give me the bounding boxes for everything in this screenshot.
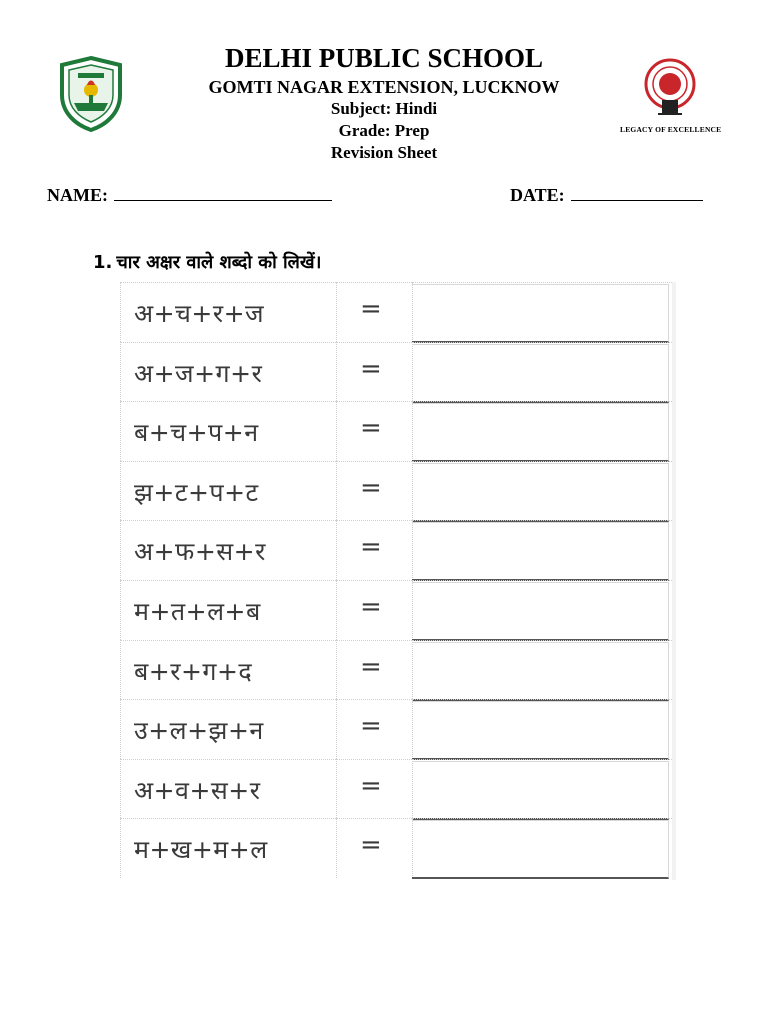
- row-divider: [120, 401, 672, 402]
- worksheet-row: [120, 282, 672, 342]
- school-name: DELHI PUBLIC SCHOOL: [224, 43, 544, 73]
- grade-line: Grade: Prep: [338, 121, 430, 140]
- letter-combination: अ+ज+ग+र: [134, 358, 263, 388]
- letter-combination: अ+च+र+ज: [134, 299, 265, 328]
- column-divider: [120, 401, 121, 461]
- answer-box[interactable]: [412, 403, 669, 462]
- column-divider: [120, 759, 121, 819]
- column-divider: [336, 282, 337, 342]
- column-divider: [336, 759, 337, 819]
- worksheet-row: [120, 520, 672, 580]
- column-divider: [120, 699, 121, 759]
- answer-box[interactable]: [412, 820, 669, 879]
- date-blank-line[interactable]: [571, 184, 703, 201]
- worksheet-row: [120, 342, 672, 402]
- sheet-title: Revision Sheet: [330, 143, 438, 162]
- row-divider: [120, 818, 672, 819]
- worksheet-row: [120, 818, 672, 878]
- answer-box[interactable]: [412, 522, 669, 581]
- row-divider: [120, 282, 672, 283]
- name-label: NAME:: [47, 185, 108, 205]
- letter-combination: झ+ट+प+ट: [134, 477, 259, 507]
- legacy-logo: [620, 56, 720, 136]
- row-divider: [120, 520, 672, 521]
- question-1: [93, 250, 321, 274]
- row-divider: [120, 759, 672, 760]
- worksheet-row: [120, 401, 672, 461]
- worksheet-table: [120, 282, 676, 880]
- question-number: 1.: [93, 252, 113, 273]
- logo-tagline: LEGACY OF EXCELLENCE: [620, 125, 722, 134]
- equals-sign: =: [360, 472, 382, 503]
- equals-sign: =: [360, 294, 382, 324]
- column-divider: [120, 282, 121, 342]
- subject-line: Subject: Hindi: [330, 99, 438, 118]
- worksheet-row: [120, 580, 672, 640]
- column-divider: [120, 640, 121, 700]
- letter-combination: उ+ल+झ+न: [134, 716, 264, 746]
- column-divider: [120, 520, 121, 580]
- column-divider: [120, 342, 121, 402]
- row-divider: [120, 342, 672, 343]
- column-divider: [120, 461, 121, 521]
- equals-sign: =: [360, 770, 382, 801]
- column-divider: [336, 640, 337, 700]
- answer-box[interactable]: [412, 761, 669, 820]
- worksheet-row: [120, 640, 672, 700]
- table-edge: [672, 282, 676, 880]
- equals-sign: =: [360, 711, 382, 742]
- equals-sign: =: [360, 353, 382, 384]
- column-divider: [336, 580, 337, 640]
- letter-combination: म+त+ल+ब: [134, 597, 261, 626]
- answer-box[interactable]: [412, 284, 669, 343]
- equals-sign: =: [360, 413, 382, 444]
- letter-combination: ब+च+प+न: [134, 418, 259, 448]
- emblem-icon: [644, 56, 696, 118]
- letter-combination: अ+फ+स+र: [134, 537, 266, 567]
- column-divider: [336, 401, 337, 461]
- answer-box[interactable]: [412, 463, 669, 522]
- date-label: DATE:: [510, 185, 565, 205]
- letter-combination: ब+र+ग+द: [134, 656, 253, 686]
- worksheet-row: [120, 759, 672, 819]
- equals-sign: =: [360, 651, 382, 682]
- column-divider: [336, 699, 337, 759]
- column-divider: [336, 818, 337, 878]
- row-divider: [120, 580, 672, 581]
- equals-sign: =: [360, 592, 382, 622]
- answer-box[interactable]: [412, 344, 669, 403]
- answer-box[interactable]: [412, 701, 669, 760]
- answer-box[interactable]: [412, 642, 669, 701]
- row-divider: [120, 640, 672, 641]
- name-field[interactable]: [47, 184, 332, 206]
- letter-combination: अ+व+स+र: [134, 775, 261, 805]
- row-divider: [120, 461, 672, 462]
- column-divider: [120, 580, 121, 640]
- column-divider: [120, 818, 121, 878]
- column-divider: [336, 520, 337, 580]
- worksheet-row: [120, 699, 672, 759]
- date-field[interactable]: [510, 184, 703, 206]
- equals-sign: =: [360, 532, 382, 563]
- name-blank-line[interactable]: [114, 184, 332, 201]
- answer-box[interactable]: [412, 582, 669, 641]
- column-divider: [336, 461, 337, 521]
- letter-combination: म+ख+म+ल: [134, 835, 268, 865]
- campus-name: GOMTI NAGAR EXTENSION, LUCKNOW: [208, 77, 560, 97]
- equals-sign: =: [360, 830, 382, 861]
- column-divider: [336, 342, 337, 402]
- question-text: चार अक्षर वाले शब्दो को लिखें।: [116, 252, 322, 273]
- row-divider: [120, 699, 672, 700]
- student-info-fields: [47, 184, 727, 208]
- worksheet-row: [120, 461, 672, 521]
